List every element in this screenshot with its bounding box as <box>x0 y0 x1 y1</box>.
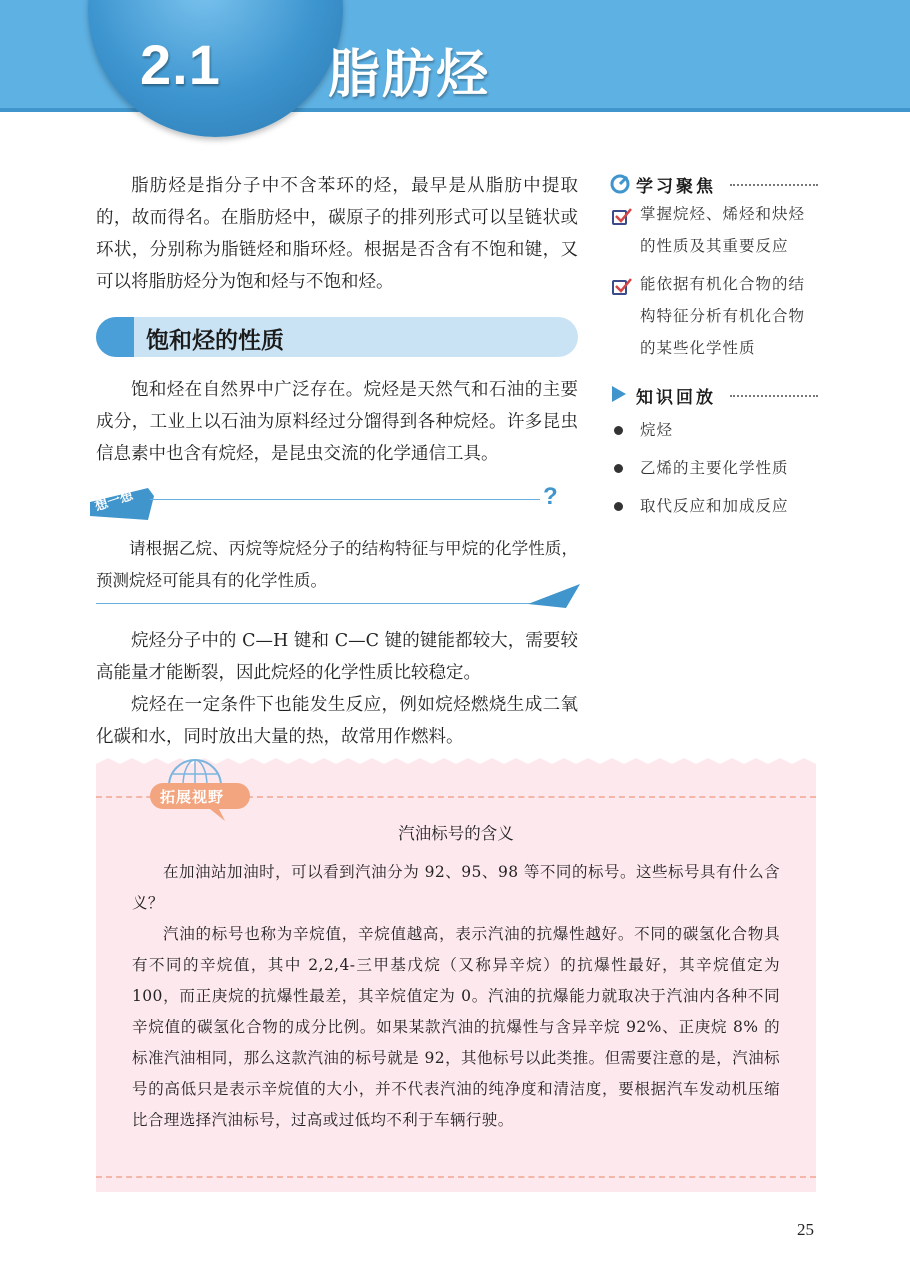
review-item-2: 乙烯的主要化学性质 <box>640 459 789 477</box>
play-triangle-icon <box>612 386 626 402</box>
checkbox-icon <box>612 280 627 295</box>
focus-title-leader <box>730 184 818 186</box>
extension-paragraph-1: 在加油站加油时，可以看到汽油分为 92、95、98 等不同的标号。这些标号具有什么含义？ <box>132 863 780 912</box>
review-title: 知识回放 <box>636 388 716 408</box>
extension-label: 拓展视野 <box>160 788 225 806</box>
section-heading-accent <box>96 317 134 357</box>
section-heading: 饱和烃的性质 <box>146 328 284 354</box>
speech-tail-icon <box>205 805 225 821</box>
extension-title: 汽油标号的含义 <box>398 824 514 843</box>
bullet-icon <box>614 502 623 511</box>
focus-item-1: 掌握烷烃、烯烃和炔烃的性质及其重要反应 <box>640 205 806 255</box>
focus-item-2: 能依据有机化合物的结构特征分析有机化合物的某些化学性质 <box>640 275 806 357</box>
bullet-icon <box>614 426 623 435</box>
page-number: 25 <box>797 1220 814 1239</box>
think-top-rule <box>150 499 540 500</box>
section-paragraph-2: 烷烃分子中的 C—H 键和 C—C 键的键能都较大，需要较高能量才能断裂，因此烷烃的化学性质比较稳定。 <box>96 631 578 683</box>
review-item-3: 取代反应和加成反应 <box>640 497 789 515</box>
extension-paragraph-2: 汽油的标号也称为辛烷值，辛烷值越高，表示汽油的抗爆性越好。不同的碳氢化合物具有不同的辛烷值，其中 2,2,4-三甲基戊烷（又称异辛烷）的抗爆性最好，其辛烷值定为 100，而正庚烷的抗爆性最差，其辛烷值定为 0。汽油的抗爆能力就取决于汽油内各种不同辛烷值的碳氢化合物的成分比例。如果某款汽油的抗爆性与含异辛烷 92%、正庚烷 8% 的标准汽油相同，那么这款汽油的标号就是 92，其他标号以此类推。但需要注意的是，汽油标号的高低只是表示辛烷值的大小，并不代表汽油的纯净度和清洁度，要根据汽车发动机压缩比合理选择汽油标号，过高或过低均不利于车辆行驶。 <box>132 925 780 1129</box>
extension-bottom-dash <box>96 1176 816 1178</box>
extension-text <box>132 857 780 1136</box>
review-title-leader <box>730 395 818 397</box>
focus-title: 学习聚焦 <box>636 177 716 197</box>
section-paragraph-3: 烷烃在一定条件下也能发生反应，例如烷烃燃烧生成二氧化碳和水，同时放出大量的热，故常用作燃料。 <box>96 695 578 747</box>
think-question: 请根据乙烷、丙烷等烷烃分子的结构特征与甲烷的化学性质，预测烷烃可能具有的化学性质。 <box>96 539 578 590</box>
checkbox-icon <box>612 210 627 225</box>
think-bottom-rule <box>96 603 536 604</box>
section-paragraph-1: 饱和烃在自然界中广泛存在。烷烃是天然气和石油的主要成分，工业上以石油为原料经过分馏得到各种烷烃。许多昆虫信息素中也含有烷烃，是昆虫交流的化学通信工具。 <box>96 380 578 464</box>
think-text-block <box>96 533 578 597</box>
section-heading-bar <box>96 317 578 357</box>
focus-swirl-icon <box>610 174 630 194</box>
question-mark-icon: ? <box>543 483 558 510</box>
intro-text <box>96 170 578 298</box>
section-number: 2.1 <box>140 33 221 96</box>
section-text-2 <box>96 625 578 753</box>
intro-paragraph: 脂肪烃是指分子中不含苯环的烃，最早是从脂肪中提取的，故而得名。在脂肪烃中，碳原子的排列形式可以呈链状或环状，分别称为脂链烃和脂环烃。根据是否含有不饱和键，又可以将脂肪烃分为饱和烃与不饱和烃。 <box>96 176 578 292</box>
review-item-1: 烷烃 <box>640 421 674 439</box>
section-title: 脂肪烃 <box>328 45 491 105</box>
arrow-right-icon <box>528 584 580 608</box>
bullet-icon <box>614 464 623 473</box>
think-label: 想一想 <box>93 488 135 515</box>
section-text-1 <box>96 374 578 470</box>
